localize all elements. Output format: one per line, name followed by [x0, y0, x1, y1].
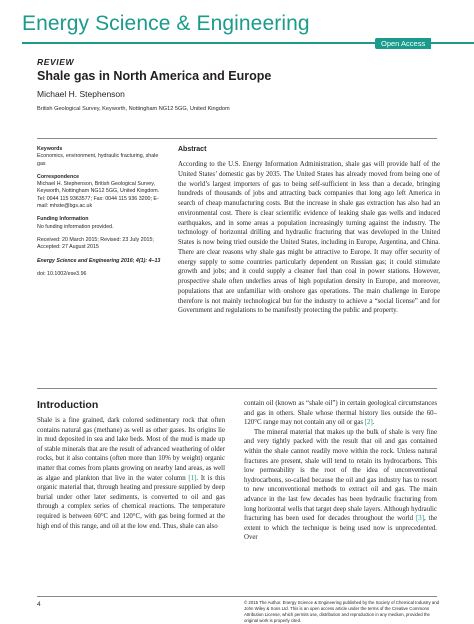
- keywords: Economics, environment, hydraulic fracturing, shale gas: [37, 153, 159, 167]
- keywords-label: Keywords: [37, 146, 63, 152]
- right-column: [244, 399, 437, 543]
- introduction-heading: Introduction: [37, 399, 99, 411]
- text-span: .: [372, 419, 375, 427]
- abstract-heading: Abstract: [178, 146, 207, 153]
- page-number: 4: [37, 601, 41, 608]
- license-footer: © 2015 The Author. Energy Science & Engineering published by the Society of Chemical Industry and John Wiley & Sons Ltd. This is an open access article under the terms of the Creative Commons Attribution License, which permits use, distribution and reproduction in any medium, provided the original work is properly cited.: [244, 600, 440, 624]
- funding-info: No funding information provided.: [37, 223, 114, 230]
- text-span: , the extent to which the technique is being used now is unprecedented. Over: [244, 515, 437, 542]
- reference-link[interactable]: [1]: [188, 474, 197, 482]
- text-span: . It is this organic material that, through heating and pressure supplied by deep burial under other later sediments, is converted to oil and gas through a complex series of chemical reactions. The temperature required is between 60°C and 120°C, with gas being formed at the high end of this range, and oil at the low end. Thus, shale can also: [37, 474, 226, 530]
- text-span: The mineral material that makes up the bulk of shale is very fine and very tightly packed with the result that oil and gas contained within the shale cannot readily move within the rock. Unless natural fractures are present, shale will tend to retain its hydrocarbons. This low permeability is the root of the idea of unconventional hydrocarbons, so-called because the oil and gas industry has to resort to new unconventional methods to extract oil and gas. The main advance in the last few decades has been hydraulic fracturing from long horizontal wells that target deep shale layers. Although hydraulic fracturing has been used for decades throughout the world: [244, 428, 437, 523]
- paragraph: [244, 399, 437, 428]
- doi-link[interactable]: doi: 10.1002/ese3.96: [37, 270, 87, 277]
- article-info-sidebar: [37, 146, 165, 284]
- introduction-paragraph: [37, 416, 225, 531]
- article-title: Shale gas in North America and Europe: [37, 69, 272, 83]
- author-name: Michael H. Stephenson: [37, 89, 125, 99]
- correspondence-label: Correspondence: [37, 173, 80, 180]
- citation: Energy Science and Engineering 2016; 4(1): 4–13: [37, 257, 161, 264]
- divider: [37, 388, 437, 389]
- article-history: Received: 20 March 2015; Revised: 23 July 2015; Accepted: 27 August 2015: [37, 236, 154, 251]
- funding-label: Funding Information: [37, 216, 89, 223]
- section-label: REVIEW: [37, 57, 75, 67]
- reference-link[interactable]: [3]: [416, 515, 424, 523]
- author-affiliation: British Geological Survey, Keyworth, Nottingham NG12 5GG, United Kingdom: [37, 106, 230, 112]
- open-access-badge: Open Access: [375, 38, 431, 49]
- correspondence: Michael H. Stephenson, British Geological Survey, Keyworth, Nottingham NG12 5GG, United Kingdom. Tel: 0044 115 9363577; Fax: 0044 115 936 3200; E-mail: mhste@bgs.ac.uk: [37, 181, 160, 210]
- reference-link[interactable]: [2]: [364, 419, 373, 427]
- text-span: Shale is a fine grained, dark colored sedimentary rock that often contains natural gas (methane) as well as other gases. Its origins lie in mud deposited in sea and lake beds. Most of the mud is made up of stable minerals that are the result of advanced weathering of older rocks, but it also contains (often more than 10% by weight) organic matter that comes from plants growing on nearby land areas, as well as algae and plankton that live in the water column: [37, 417, 225, 482]
- divider: [37, 596, 437, 597]
- abstract-text: According to the U.S. Energy Information Administration, shale gas will provide half of the United States’ domestic gas by 2035. The United States has already moved from being one of the world’s largest importers of gas to being self-sufficient in less than a decade, bringing hundreds of thousands of jobs and attracting back companies that long ago left America in search of cheap manufacturing costs. But the increase in shale gas extraction has also had an environmental cost. There is clear scientific evidence of leaking shale gas wells and induced earthquakes, and in some areas a population increasingly turning against the industry. The technology of horizontal drilling and hydraulic fracturing that was developed in the United States is now being tried outside the United States, including in Europe, Argentina, and China. There are clear reasons why shale gas might be attractive to Europe. It may offer security of energy supply to some countries particularly dependent on Russian gas; it could stimulate growth and jobs; and it could supply a cleaner fuel than coal in power stations. However, prospective shale often underlies areas of high population density in Europe, and moreover, populations that are unfamiliar with onshore gas operations. The main challenge in Europe therefore is not mainly technological but for the industry to achieve a “social license” and for Government and regulations to be manifestly protecting the public and property.: [178, 161, 440, 315]
- divider: [37, 138, 437, 139]
- paragraph: [244, 428, 437, 543]
- journal-name: Energy Science & Engineering: [22, 12, 310, 35]
- text-span: contain oil (known as “shale oil”) in certain geological circumstances and gas in others. Shale whose thermal history lies outside the 60–120°C range may not contain any oil or gas: [244, 400, 437, 427]
